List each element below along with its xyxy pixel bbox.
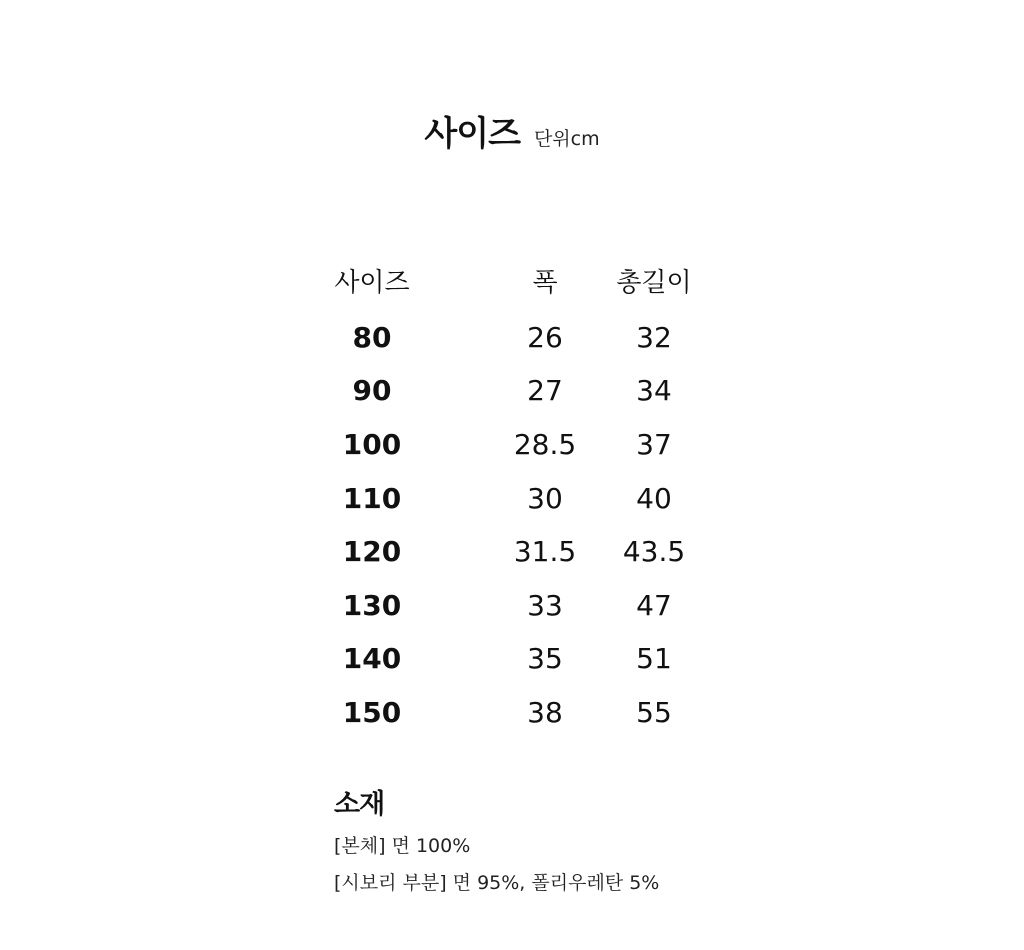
- page-title: 사이즈: [424, 114, 520, 154]
- size-value: 150: [342, 696, 402, 729]
- width-value: 38: [527, 696, 563, 729]
- length-value: 55: [636, 696, 672, 729]
- size-value: 130: [342, 589, 402, 622]
- size-value: 100: [342, 428, 402, 461]
- width-value: 26: [527, 321, 563, 354]
- width-value: 35: [527, 642, 563, 675]
- length-value: 51: [636, 642, 672, 675]
- width-value: 27: [527, 374, 563, 407]
- length-value: 43.5: [622, 535, 686, 568]
- material-title: 소재: [334, 789, 385, 820]
- width-value: 30: [527, 482, 563, 515]
- length-value: 40: [636, 482, 672, 515]
- unit-label: 단위cm: [533, 128, 600, 150]
- size-value: 110: [342, 482, 402, 515]
- size-value: 140: [342, 642, 402, 675]
- column-header-width: 폭: [532, 268, 558, 298]
- column-header-size: 사이즈: [334, 268, 410, 298]
- width-value: 28.5: [513, 428, 577, 461]
- width-value: 31.5: [513, 535, 577, 568]
- length-value: 34: [636, 374, 672, 407]
- material-section: [334, 788, 659, 895]
- material-body-line: [본체] 면 100%: [334, 835, 471, 857]
- size-value: 120: [342, 535, 402, 568]
- size-value: 90: [352, 374, 392, 407]
- length-value: 47: [636, 589, 672, 622]
- width-value: 33: [527, 589, 563, 622]
- length-value: 37: [636, 428, 672, 461]
- size-value: 80: [352, 321, 392, 354]
- column-header-length: 총길이: [616, 268, 692, 298]
- length-value: 32: [636, 321, 672, 354]
- material-rib-line: [시보리 부분] 면 95%, 폴리우레탄 5%: [334, 872, 660, 894]
